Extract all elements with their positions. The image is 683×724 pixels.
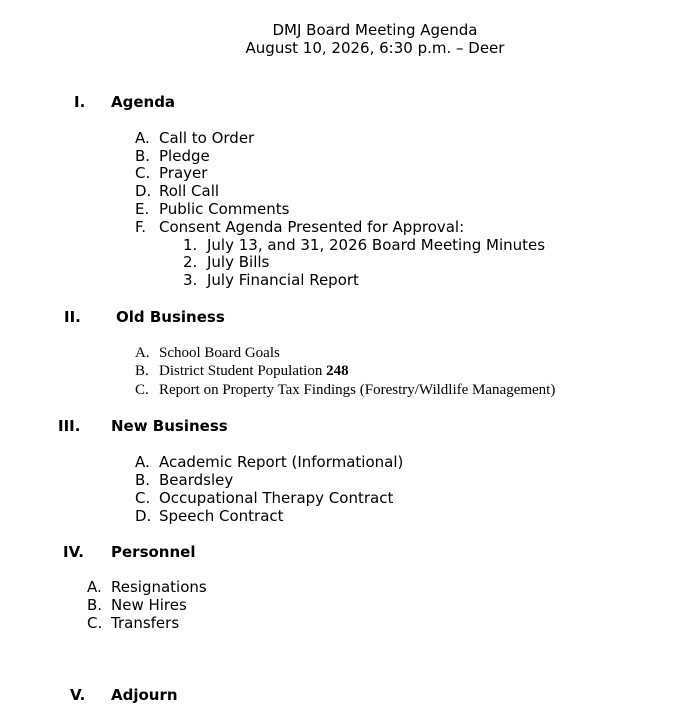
list-item: New Hires: [111, 596, 187, 614]
list-item-letter: B.: [135, 471, 151, 489]
section-title-old-business: Old Business: [116, 308, 225, 326]
sub-item-number: 3.: [183, 271, 198, 289]
list-item: Public Comments: [159, 200, 290, 218]
list-item: Call to Order: [159, 129, 255, 147]
list-item: Prayer: [159, 164, 208, 182]
list-item: Occupational Therapy Contract: [159, 489, 394, 507]
meeting-datetime: August 10, 2026, 6:30 p.m. – Deer: [245, 39, 505, 57]
section-title-adjourn: Adjourn: [111, 686, 178, 704]
section-numeral-iii: III.: [58, 417, 81, 435]
list-item: Consent Agenda Presented for Approval:: [159, 218, 465, 236]
sub-item: July Financial Report: [207, 271, 359, 289]
list-item-letter: A.: [135, 345, 150, 361]
list-item: Academic Report (Informational): [159, 453, 404, 471]
list-item-letter: A.: [135, 129, 150, 147]
section-numeral-iv: IV.: [63, 543, 84, 561]
list-item-letter: E.: [135, 200, 150, 218]
section-numeral-ii: II.: [64, 308, 81, 326]
population-value: 248: [326, 363, 349, 379]
list-item-letter: B.: [135, 147, 151, 165]
list-item-letter: D.: [135, 507, 152, 525]
list-item: [159, 362, 349, 380]
section-numeral-v: V.: [70, 686, 86, 704]
list-item-letter: A.: [87, 578, 102, 596]
sub-item: July Bills: [207, 253, 270, 271]
section-title-personnel: Personnel: [111, 543, 196, 561]
list-item: School Board Goals: [159, 345, 280, 361]
list-item: Report on Property Tax Findings (Forestry/Wildlife Management): [159, 382, 556, 398]
list-item: Transfers: [111, 614, 180, 632]
list-item-letter: F.: [135, 218, 146, 236]
list-item-letter: C.: [135, 164, 151, 182]
sub-item-number: 1.: [183, 236, 198, 254]
section-numeral-i: I.: [74, 93, 86, 111]
agenda-title: DMJ Board Meeting Agenda: [272, 21, 478, 39]
list-item-letter: C.: [87, 614, 103, 632]
sub-item-number: 2.: [183, 253, 198, 271]
population-label: District Student Population: [159, 363, 323, 379]
list-item-letter: D.: [135, 182, 152, 200]
list-item: Beardsley: [159, 471, 234, 489]
sub-item: July 13, and 31, 2026 Board Meeting Minutes: [207, 236, 546, 254]
list-item: Roll Call: [159, 182, 220, 200]
list-item-letter: C.: [135, 382, 149, 398]
list-item-letter: B.: [87, 596, 103, 614]
list-item-letter: A.: [135, 453, 150, 471]
list-item-letter: C.: [135, 489, 151, 507]
section-title-agenda: Agenda: [111, 93, 176, 111]
list-item: Speech Contract: [159, 507, 284, 525]
list-item: Resignations: [111, 578, 207, 596]
list-item: Pledge: [159, 147, 210, 165]
section-title-new-business: New Business: [111, 417, 228, 435]
list-item-letter: B.: [135, 363, 149, 379]
